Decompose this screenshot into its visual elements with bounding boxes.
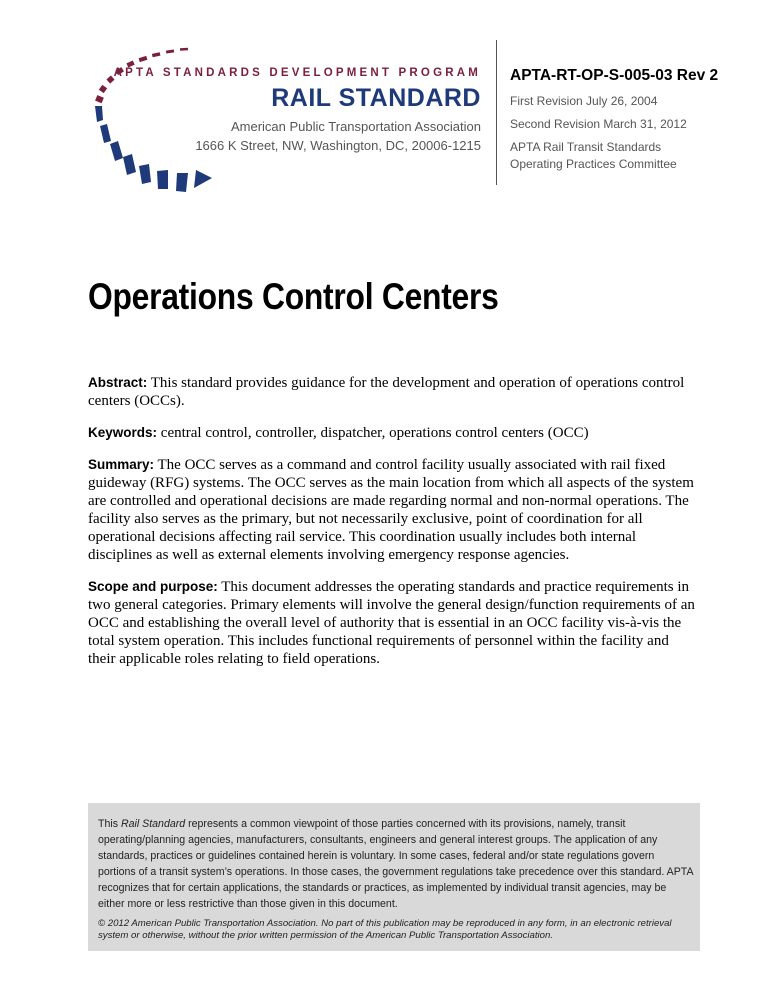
- second-revision: Second Revision March 31, 2012: [510, 117, 687, 131]
- abstract-text: This standard provides guidance for the development and operation of operations control centers (OCCs).: [88, 375, 685, 409]
- keywords-section: [88, 424, 696, 442]
- notice-box: [88, 803, 700, 951]
- document-body: [88, 374, 696, 682]
- abstract-section: [88, 374, 696, 410]
- summary-label: Summary:: [88, 457, 155, 472]
- document-info: [510, 66, 718, 173]
- document-id: APTA-RT-OP-S-005-03 Rev 2: [510, 67, 719, 84]
- keywords-label: Keywords:: [88, 425, 158, 440]
- association-name: American Public Transportation Association: [230, 119, 481, 134]
- scope-section: [88, 578, 696, 668]
- scope-text: This document addresses the operating standards and practice requirements in two general categories. Primary elements will involve the general design/function requirements of an OCC and establishing the overall level of authority that is essential in an OCC facility vis-à-vis the total system operation. This includes functional requirements of personnel within the facility and their applicable roles relating to field operations.: [88, 579, 695, 667]
- abstract-label: Abstract:: [88, 375, 148, 390]
- header-divider: [496, 40, 497, 185]
- association-block: [195, 117, 481, 155]
- committee: APTA Rail Transit Standards Operating Practices Committee: [510, 140, 677, 171]
- keywords-text: central control, controller, dispatcher, operations control centers (OCC): [157, 425, 589, 441]
- notice-italic: Rail Standard: [120, 818, 186, 830]
- association-address: 1666 K Street, NW, Washington, DC, 20006-1215: [195, 138, 481, 153]
- standard-type: RAIL STANDARD: [271, 84, 481, 112]
- notice-text: [98, 816, 694, 912]
- first-revision: First Revision July 26, 2004: [510, 94, 658, 108]
- summary-section: [88, 456, 696, 564]
- summary-text: The OCC serves as a command and control facility usually associated with rail fixed guideway (RFG) systems. The OCC serves as the main location from which all aspects of the system are controlled and operational decisions are made regarding normal and non-normal operations. The facility also serves as the primary, but not necessarily exclusive, point of coordination for all operational decisions affecting rail service. This coordination usually includes both internal disciplines as well as external elements involving emergency response agencies.: [88, 457, 694, 563]
- copyright-text: © 2012 American Public Transportation Association. No part of this publication may be reproduced in any form, in an electronic retrieval system or otherwise, without the prior written permission of the American Public Transportation Association.: [98, 918, 672, 941]
- scope-label: Scope and purpose:: [88, 579, 218, 594]
- notice-pre: This: [98, 818, 121, 830]
- page-title: Operations Control Centers: [88, 276, 499, 317]
- notice-body: represents a common viewpoint of those parties concerned with its provisions, namely, transit operating/planning agencies, manufacturers, consultants, engineers and general interest groups. The application of any standards, practices or guidelines contained herein is voluntary. In some cases, federal and/or state regulations govern portions of a transit system’s operations. In those cases, the government regulations take precedence over this standard. APTA recognizes that for certain applications, the standards or practices, as implemented by individual transit agencies, may be either more or less restrictive than those given in this document.: [98, 818, 693, 910]
- program-name: APTA STANDARDS DEVELOPMENT PROGRAM: [113, 67, 481, 79]
